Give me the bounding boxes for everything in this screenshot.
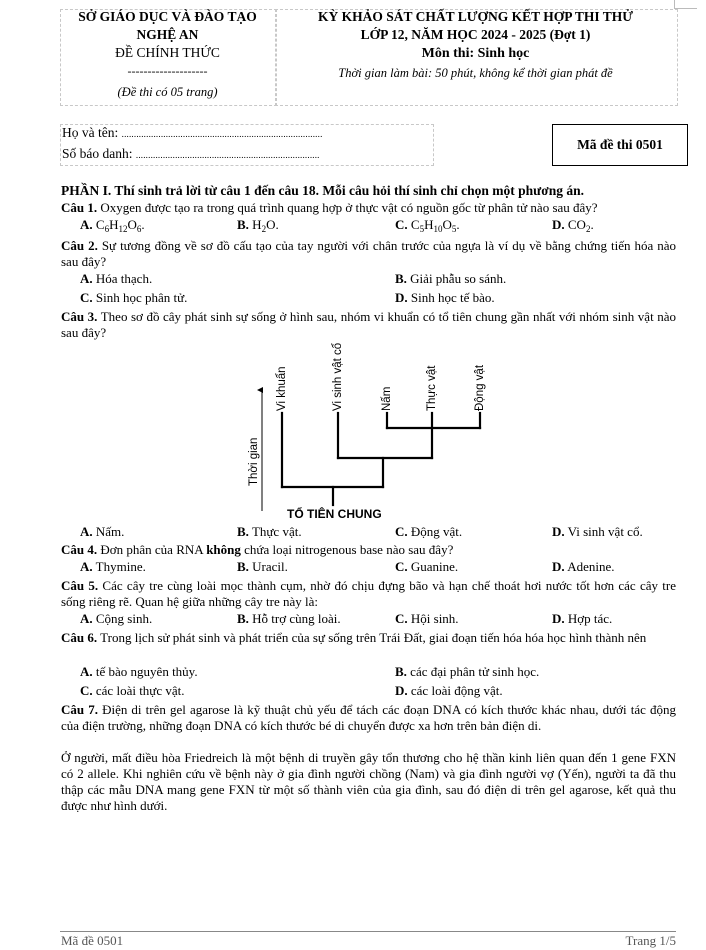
q2-option-c[interactable]: C. Sinh học phân tử. [80, 290, 188, 305]
q4-option-b[interactable]: B. Uracil. [237, 559, 288, 574]
q1-option-a-text: $C_6H_{12}O_6$. [95, 217, 145, 234]
taxon-label-vi-sinh-vat-co: Vi sinh vật cổ [332, 342, 344, 411]
footer-divider [60, 931, 676, 932]
q3-option-b[interactable]: B. Thực vật. [237, 524, 302, 539]
exam-code-box [552, 124, 688, 166]
taxon-label-thuc-vat: Thực vật [426, 365, 438, 411]
q3-option-c[interactable]: C. Động vật. [395, 524, 463, 539]
q1-option-a[interactable]: A. $C_6H_{12}O_6$. [80, 217, 145, 234]
taxon-label-dong-vat: Động vật [474, 364, 486, 411]
q1-option-c-text: $C_5H_{10}O_5$. [410, 217, 460, 234]
org-name-line1: SỞ GIÁO DỤC VÀ ĐÀO TẠO [78, 9, 257, 24]
root-label: TỔ TIÊN CHUNG [287, 507, 382, 521]
q1-option-b-text: $H_2O$. [252, 217, 279, 234]
question-4: Câu 4. Đơn phân của RNA không chứa loại nitrogenous base nào sau đây? [61, 542, 454, 557]
q5-option-c[interactable]: C. Hội sinh. [395, 611, 459, 626]
q1-option-b[interactable]: B. $H_2O$. [237, 217, 279, 234]
header-separator: -------------------- [127, 64, 208, 78]
q5-option-d[interactable]: D. Hợp tác. [552, 611, 613, 626]
q6-option-b[interactable]: B. các đại phân tử sinh học. [395, 664, 540, 679]
time-note: Thời gian làm bài: 50 phút, không kể thời gian phát đề [338, 66, 613, 80]
q6-option-c[interactable]: C. các loài thực vật. [80, 683, 185, 698]
org-name-line2: NGHỆ AN [136, 27, 199, 42]
q4-option-d[interactable]: D. Adenine. [552, 559, 615, 574]
taxon-label-vi-khuan: Vi khuẩn [276, 366, 288, 411]
question-7: Câu 7. Điện di trên gel agarose là kỹ thuật chủ yếu để tách các đoạn DNA có kích thước khác nhau, dưới tác động của điện trường, những đoạn DNA có kích thước bé di chuyển được xa hơn trên bản điện di. [61, 702, 676, 733]
candidate-id-dots: ........................................................................... [135, 150, 320, 160]
q6-option-d[interactable]: D. các loài động vật. [395, 683, 503, 698]
q2-option-d[interactable]: D. Sinh học tế bào. [395, 290, 495, 305]
q2-option-a[interactable]: A. Hóa thạch. [80, 271, 153, 286]
candidate-name-label: Họ và tên: [62, 125, 119, 140]
candidate-id-field[interactable] [62, 146, 320, 162]
candidate-id-label: Số báo danh: [62, 146, 133, 161]
q4-option-c[interactable]: C. Guanine. [395, 559, 459, 574]
q4-option-a[interactable]: A. Thymine. [80, 559, 146, 574]
q1-option-d[interactable]: D. $CO_2$. [552, 217, 594, 234]
candidate-name-field[interactable] [62, 125, 323, 141]
exam-code: Mã đề thi 0501 [577, 137, 663, 152]
part1-heading: PHẦN I. Thí sinh trả lời từ câu 1 đến câu 18. Mỗi câu hỏi thí sinh chỉ chọn một phương án. [61, 183, 584, 198]
official-label: ĐỀ CHÍNH THỨC [115, 45, 220, 60]
q3-option-a[interactable]: A. Nấm. [80, 524, 125, 539]
question-7-paragraph: Ở người, mất điều hòa Friedreich là một bệnh di truyền gây tổn thương cho hệ thần kinh liên quan đến 1 gene FXN có 2 allele. Khi nghiên cứu về bệnh này ở gia đình người chồng (Nam) và gia đình người vợ (Yến), người ta đã thu thập các mẫu DNA mang gene FXN từ một số thành viên của gia đình, sau đó điện di trên gel agarose, kết quả thu được như hình dưới. [61, 750, 676, 813]
q5-option-a[interactable]: A. Cộng sinh. [80, 611, 153, 626]
q3-option-d[interactable]: D. Vi sinh vật cổ. [552, 524, 643, 539]
taxon-label-nam: Nấm [381, 386, 393, 411]
page-corner-mark [674, 0, 697, 9]
q5-option-b[interactable]: B. Hỗ trợ cùng loài. [237, 611, 341, 626]
pages-note: (Đề thi có 05 trang) [117, 85, 218, 99]
question-1: Câu 1. Oxygen được tạo ra trong quá trình quang hợp ở thực vật có nguồn gốc từ phân tử nào sau đây? [61, 200, 598, 215]
subject-title: Môn thi: Sinh học [421, 46, 530, 61]
question-5: Câu 5. Các cây tre cùng loài mọc thành cụm, nhờ đó chịu đựng bão và hạn chế thoát hơi nước tốt hơn các cây tre sống riêng rẽ. Quan hệ giữa những cây tre này là: [61, 578, 676, 609]
footer-page-number: Trang 1/5 [625, 933, 676, 948]
q1-option-c[interactable]: C. $C_5H_{10}O_5$. [395, 217, 460, 234]
q2-option-b[interactable]: B. Giải phẫu so sánh. [395, 271, 507, 286]
exam-title-line2: LỚP 12, NĂM HỌC 2024 - 2025 (Đợt 1) [360, 27, 591, 42]
question-2: Câu 2. Sự tương đồng về sơ đồ cấu tạo của tay người với chân trước của ngựa là ví dụ về bằng chứng tiến hóa nào sau đây? [61, 238, 676, 269]
time-axis-label: Thời gian [248, 437, 260, 486]
question-6: Câu 6. Trong lịch sử phát sinh và phát triển của sự sống trên Trái Đất, giai đoạn tiến hóa hóa học hình thành nên [61, 630, 647, 645]
question-3: Câu 3. Theo sơ đồ cây phát sinh sự sống ở hình sau, nhóm vi khuẩn có tổ tiên chung gần nhất với nhóm sinh vật nào sau đây? [61, 309, 676, 340]
footer-exam-code: Mã đề 0501 [61, 933, 124, 948]
candidate-name-dots: .................................................................................. [121, 129, 323, 139]
q6-option-a[interactable]: A. tế bào nguyên thủy. [80, 664, 198, 679]
exam-title-line1: KỲ KHẢO SÁT CHẤT LƯỢNG KẾT HỢP THI THỬ [317, 9, 634, 24]
q1-option-d-text: $CO_2$. [567, 217, 594, 234]
